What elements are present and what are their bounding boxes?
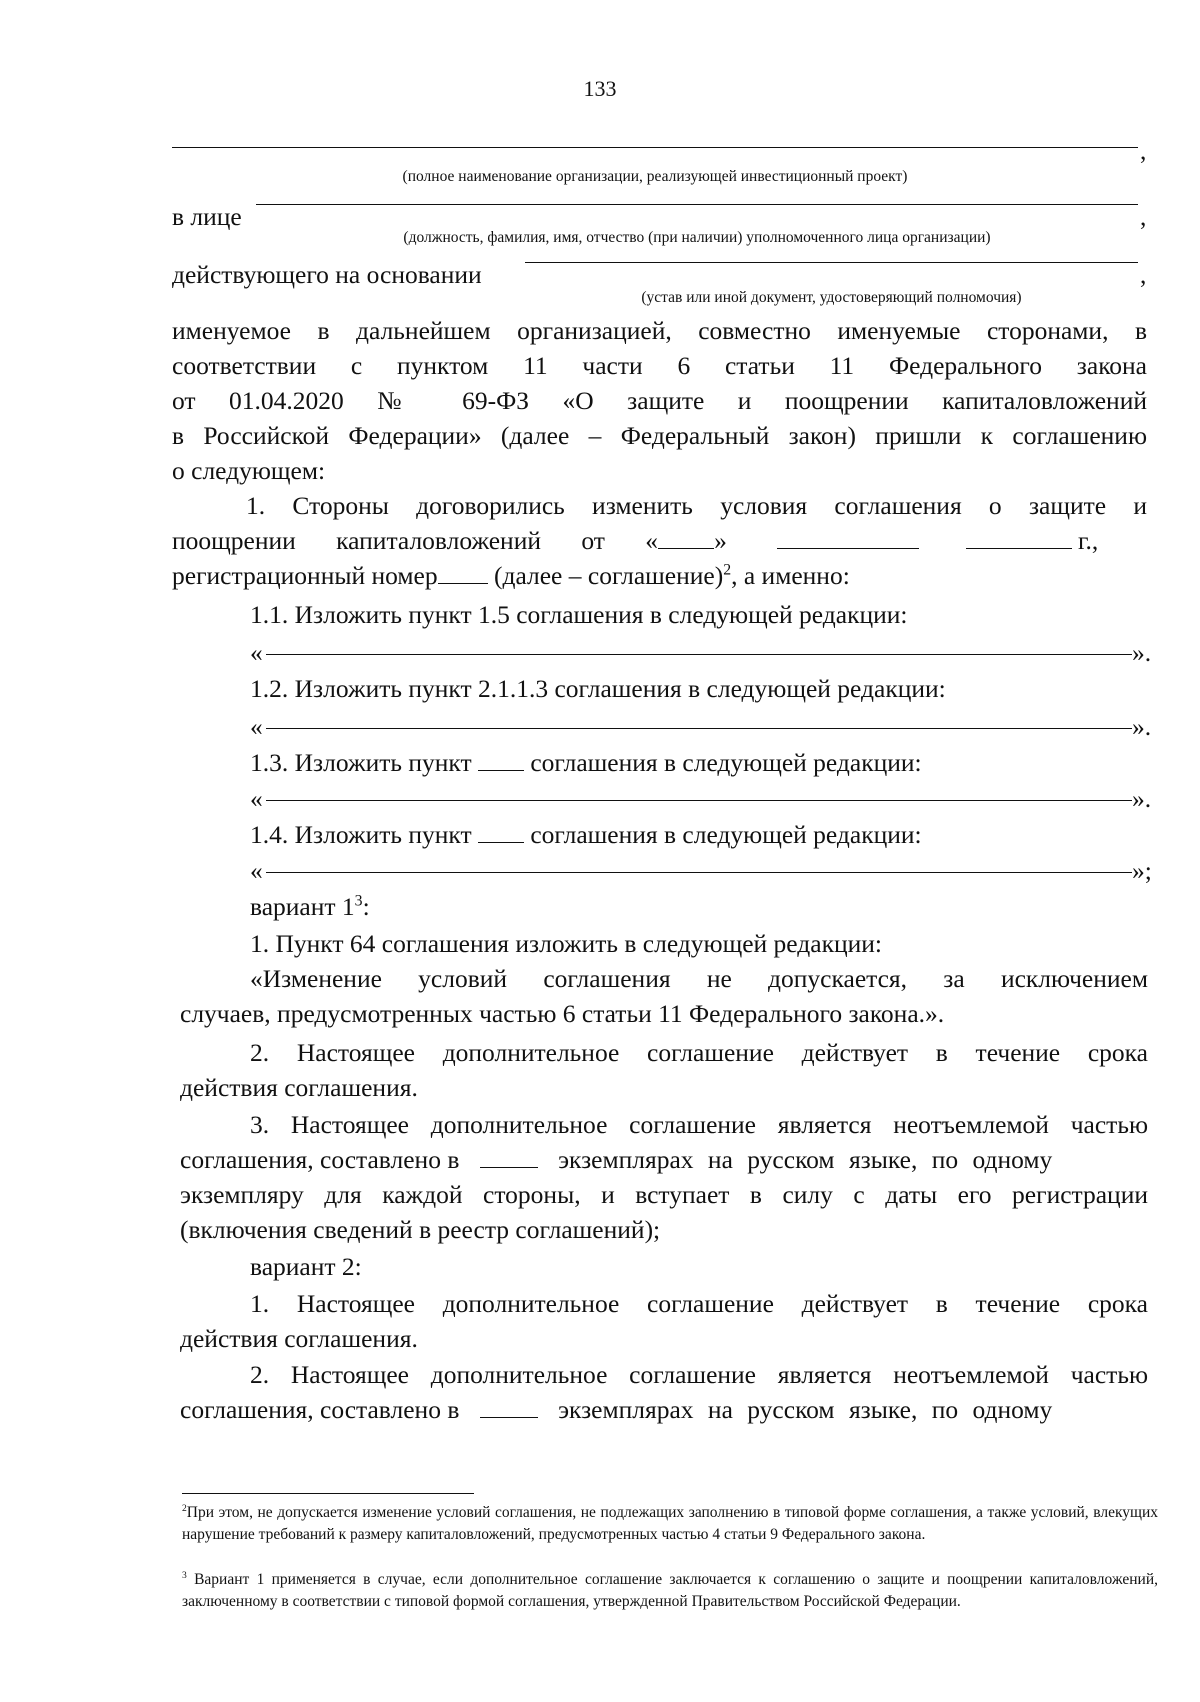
- v-litse-label: в лице: [172, 202, 242, 231]
- reg-number-label: регистрационный номер: [172, 561, 438, 590]
- subitem-1-1-open-quote: «: [250, 638, 263, 667]
- intro-line-2: соответствии с пунктом 11 части 6 статьи 11 Федерального закона: [172, 351, 1147, 380]
- date-day-blank: [658, 526, 714, 549]
- subitem-1-3-open-quote: «: [250, 784, 263, 813]
- variant-1-p3-text-b: экземплярах на русском языке, по одному: [558, 1145, 1053, 1174]
- variant-1-p2-line-1: 2. Настоящее дополнительное соглашение действует в течение срока: [250, 1038, 1148, 1067]
- item1-line3-text: (далее – соглашение): [494, 561, 724, 590]
- variant-1-label-text: вариант 1: [250, 892, 355, 921]
- intro-line-4: в Российской Федерации» (далее – Федеральный закон) пришли к соглашению: [172, 421, 1147, 450]
- subitem-1-3-close-quote: ».: [1132, 784, 1152, 813]
- person-line-comma: ,: [1140, 202, 1147, 231]
- item1-line3-end: , а именно:: [731, 561, 850, 590]
- basis-line-comma: ,: [1140, 260, 1147, 289]
- subitem-1-2-title: 1.2. Изложить пункт 2.1.1.3 соглашения в следующей редакции:: [250, 674, 946, 703]
- variant-2-copies-blank: [480, 1395, 538, 1418]
- variant-1-p1: 1. Пункт 64 соглашения изложить в следующей редакции:: [250, 929, 882, 958]
- subitem-1-4-title: [250, 818, 922, 852]
- variant-1-p3-text-a: соглашения, составлено в: [180, 1145, 460, 1174]
- footnote-separator: [182, 1493, 474, 1494]
- intro-line-3: от 01.04.2020 № 69-ФЗ «О защите и поощрении капиталовложений: [172, 386, 1147, 415]
- reg-number-blank: [438, 561, 488, 584]
- subitem-1-3-line: [266, 800, 1132, 801]
- variant-1-copies-blank: [480, 1145, 538, 1168]
- variant-1-quote-line-1: «Изменение условий соглашения не допускается, за исключением: [250, 964, 1148, 993]
- item1-line-1: 1. Стороны договорились изменить условия соглашения о защите и: [246, 491, 1147, 520]
- subitem-1-4-title-a: 1.4. Изложить пункт: [250, 820, 472, 849]
- subitem-1-4-line: [266, 872, 1132, 873]
- person-caption: (должность, фамилия, имя, отчество (при наличии) уполномоченного лица организации): [403, 229, 991, 246]
- subitem-1-2-open-quote: «: [250, 712, 263, 741]
- footnote-2-mark: 2: [182, 1502, 187, 1514]
- org-name-line: [172, 147, 1138, 148]
- variant-2-p1-line-1: 1. Настоящее дополнительное соглашение действует в течение срока: [250, 1289, 1148, 1318]
- intro-line-1: именуемое в дальнейшем организацией, совместно именуемые сторонами, в: [172, 316, 1147, 345]
- date-year-blank: [966, 526, 1072, 549]
- footnote-3: [182, 1569, 1158, 1613]
- org-name-caption: (полное наименование организации, реализующей инвестиционный проект): [402, 168, 908, 185]
- person-line: [256, 204, 1138, 205]
- subitem-1-2-line: [266, 728, 1132, 729]
- item1-line2-year-suffix: г.,: [1077, 526, 1099, 555]
- subitem-1-1-line: [266, 654, 1132, 655]
- intro-line-5: о следующем:: [172, 456, 326, 485]
- variant-2-p2-line-1: 2. Настоящее дополнительное соглашение является неотъемлемой частью: [250, 1360, 1148, 1389]
- variant-2-p1-line-2: действия соглашения.: [180, 1324, 418, 1353]
- variant-2-p2-line-2: [180, 1393, 1148, 1427]
- footnote-2: [182, 1502, 1158, 1546]
- variant-1-colon: :: [362, 892, 370, 921]
- page-number: 133: [583, 76, 617, 101]
- subitem-1-3-title: [250, 746, 922, 780]
- variant-2-p2-text-b: экземплярах на русском языке, по одному: [558, 1395, 1053, 1424]
- variant-1-p3-line-4: (включения сведений в реестр соглашений);: [180, 1215, 661, 1244]
- footnote-ref-2: 2: [723, 561, 732, 579]
- item1-line2-text: поощрении капиталовложений от «: [172, 526, 659, 555]
- date-month-blank: [777, 526, 919, 549]
- footnote-3-mark: 3: [182, 1569, 187, 1581]
- acting-on-label: действующего на основании: [172, 260, 482, 289]
- subitem-1-1-title: 1.1. Изложить пункт 1.5 соглашения в следующей редакции:: [250, 600, 908, 629]
- subitem-1-3-title-b: соглашения в следующей редакции:: [530, 748, 922, 777]
- variant-1-label: [250, 890, 370, 924]
- footnote-3-text: Вариант 1 применяется в случае, если дополнительное соглашение заключается к соглашению о защите и поощрении капиталовложений, заключенному в соответствии с типовой формой соглашения, утвержденной Правительством Российской Федерации.: [182, 1571, 1158, 1610]
- basis-caption: (устав или иной документ, удостоверяющий полномочия): [641, 289, 1022, 306]
- footnote-2-text: При этом, не допускается изменение условий соглашения, не подлежащих заполнению в типовой форме соглашения, а также условий, влекущих нарушение требований к размеру капиталовложений, предусмотренных частью 4 статьи 9 Федерального закона.: [182, 1504, 1158, 1543]
- variant-1-p3-line-3: экземпляру для каждой стороны, и вступает в силу с даты его регистрации: [180, 1180, 1148, 1209]
- basis-line: [525, 262, 1138, 263]
- variant-1-quote-line-2: случаев, предусмотренных частью 6 статьи 11 Федерального закона.».: [180, 999, 945, 1028]
- subitem-1-3-title-a: 1.3. Изложить пункт: [250, 748, 472, 777]
- subitem-1-1-close-quote: ».: [1132, 638, 1152, 667]
- subitem-1-2-close-quote: ».: [1132, 712, 1152, 741]
- item1-line2-close-quote: »: [714, 526, 727, 555]
- variant-1-p3-line-1: 3. Настоящее дополнительное соглашение является неотъемлемой частью: [250, 1110, 1148, 1139]
- variant-2-p2-text-a: соглашения, составлено в: [180, 1395, 460, 1424]
- subitem-1-4-close-quote: »;: [1132, 856, 1152, 885]
- subitem-1-4-point-blank: [478, 820, 524, 843]
- item1-line-3: [172, 559, 850, 593]
- subitem-1-4-open-quote: «: [250, 856, 263, 885]
- subitem-1-4-title-b: соглашения в следующей редакции:: [530, 820, 922, 849]
- variant-1-p3-line-2: [180, 1143, 1148, 1177]
- variant-1-p2-line-2: действия соглашения.: [180, 1073, 418, 1102]
- variant-2-label: вариант 2:: [250, 1252, 362, 1281]
- subitem-1-3-point-blank: [478, 748, 524, 771]
- item1-line-2: [172, 524, 1147, 558]
- org-line-comma: ,: [1140, 136, 1147, 165]
- footnote-ref-3: 3: [354, 892, 363, 910]
